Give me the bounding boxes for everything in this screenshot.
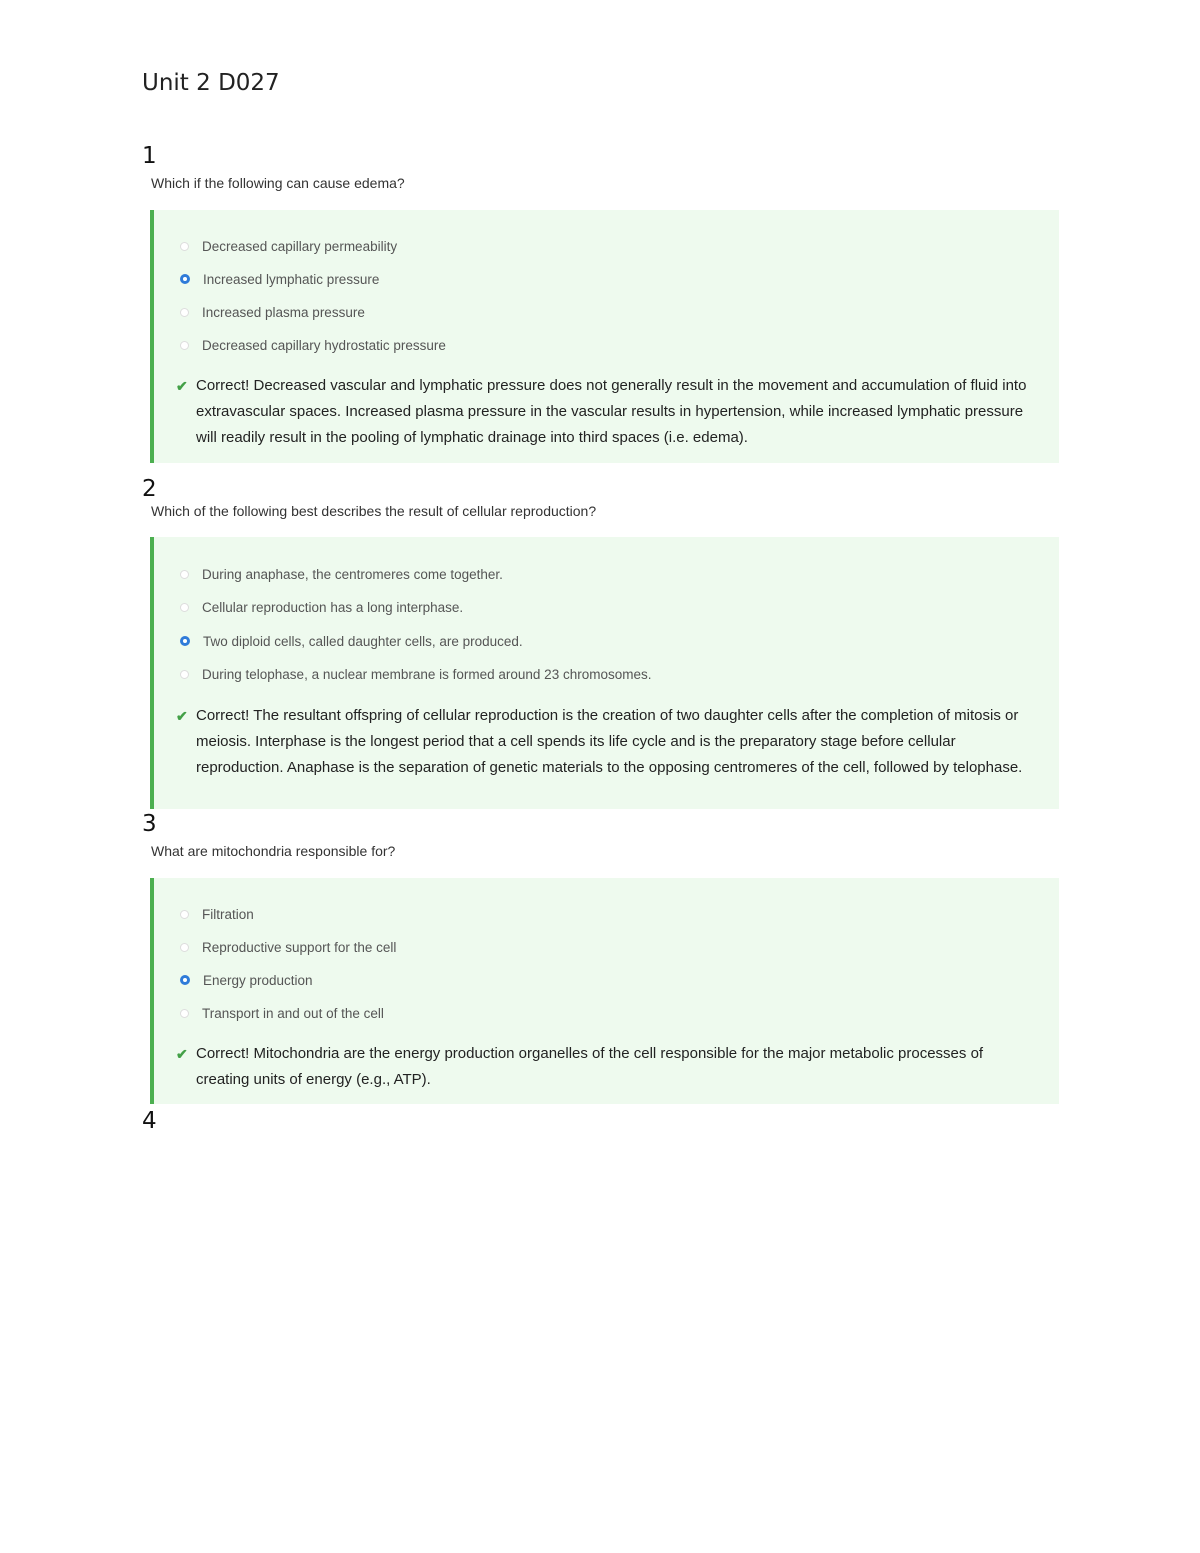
radio-selected-icon[interactable] [180, 636, 190, 646]
feedback-text: Correct! Decreased vascular and lymphatic pressure does not generally result in the movement and accumulation of fluid into extravascular spaces. Increased plasma pressure in the vascular results in hypertension, while increased lymphatic pressure will readily result in the pooling of lymphatic drainage into third spaces (i.e. edema). [196, 377, 1027, 446]
feedback-text: Correct! The resultant offspring of cellular reproduction is the creation of two daughter cells after the completion of mitosis or meiosis. Interphase is the longest period that a cell spends its life cycle and is the preparatory stage before cellular reproduction. Anaphase is the separation of genetic materials to the opposing centromeres of the cell, followed by telophase. [196, 707, 1023, 776]
feedback [176, 703, 1036, 781]
option-label: Transport in and out of the cell [202, 1005, 384, 1021]
radio-icon[interactable] [180, 603, 189, 612]
answer-option[interactable] [180, 664, 651, 684]
answer-box [150, 878, 1059, 1104]
feedback [176, 1041, 1036, 1093]
option-label: During telophase, a nuclear membrane is formed around 23 chromosomes. [202, 666, 652, 682]
option-label: Energy production [203, 972, 313, 988]
option-label: Cellular reproduction has a long interphase. [202, 599, 464, 615]
answer-option[interactable] [180, 1003, 384, 1023]
page-title: Unit 2 D027 [142, 70, 280, 96]
answer-option[interactable] [180, 302, 365, 322]
feedback-text: Correct! Mitochondria are the energy production organelles of the cell responsible for the major metabolic processes of creating units of energy (e.g., ATP). [196, 1045, 984, 1088]
radio-icon[interactable] [180, 670, 189, 679]
option-label: Increased plasma pressure [202, 304, 365, 320]
option-label: Reproductive support for the cell [202, 939, 397, 955]
answer-option[interactable] [180, 970, 313, 990]
radio-icon[interactable] [180, 910, 189, 919]
answer-option[interactable] [180, 631, 523, 651]
radio-selected-icon[interactable] [180, 975, 190, 985]
question-number: 3 [142, 811, 157, 837]
radio-icon[interactable] [180, 242, 189, 251]
option-label: Decreased capillary permeability [202, 238, 398, 254]
option-label: Two diploid cells, called daughter cells, are produced. [203, 633, 523, 649]
radio-icon[interactable] [180, 341, 189, 350]
answer-option[interactable] [180, 564, 503, 584]
option-label: During anaphase, the centromeres come together. [202, 566, 503, 582]
checkmark-icon: ✔ [176, 378, 188, 394]
question-prompt: Which if the following can cause edema? [151, 175, 405, 191]
checkmark-icon: ✔ [176, 708, 188, 724]
option-label: Filtration [202, 906, 254, 922]
answer-box [150, 537, 1059, 809]
answer-option[interactable] [180, 335, 446, 355]
answer-option[interactable] [180, 236, 397, 256]
option-label: Decreased capillary hydrostatic pressure [202, 337, 446, 353]
answer-option[interactable] [180, 937, 396, 957]
checkmark-icon: ✔ [176, 1046, 188, 1062]
radio-icon[interactable] [180, 943, 189, 952]
answer-option[interactable] [180, 597, 463, 617]
radio-icon[interactable] [180, 1009, 189, 1018]
question-number: 2 [142, 476, 157, 502]
feedback [176, 373, 1036, 451]
radio-icon[interactable] [180, 308, 189, 317]
radio-icon[interactable] [180, 570, 189, 579]
question-prompt: What are mitochondria responsible for? [151, 843, 396, 859]
option-label: Increased lymphatic pressure [203, 271, 380, 287]
question-number: 1 [142, 143, 157, 169]
answer-option[interactable] [180, 269, 379, 289]
question-prompt: Which of the following best describes the result of cellular reproduction? [151, 503, 597, 519]
question-number: 4 [142, 1108, 157, 1134]
answer-option[interactable] [180, 904, 254, 924]
answer-box [150, 210, 1059, 463]
radio-selected-icon[interactable] [180, 274, 190, 284]
